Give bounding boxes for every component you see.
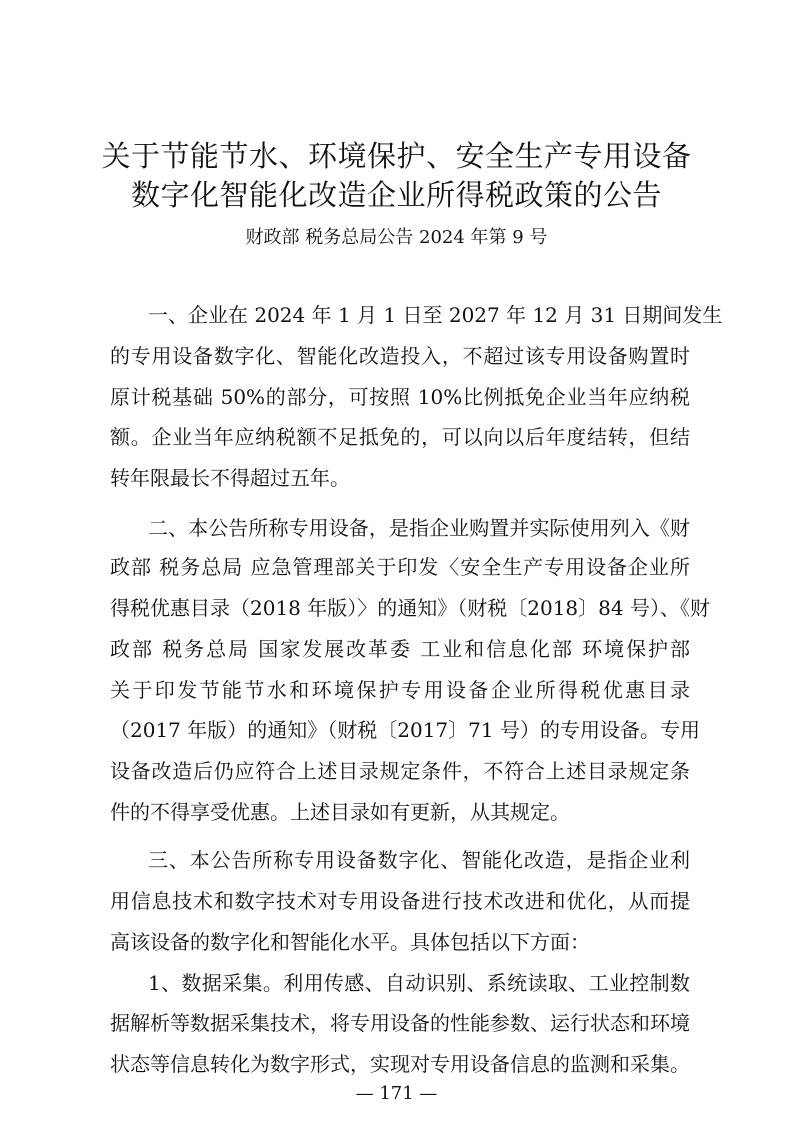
body-line: 政部 税务总局 应急管理部关于印发〈安全生产专用设备企业所 bbox=[110, 555, 690, 579]
body-line: 转年限最长不得超过五年。 bbox=[110, 466, 350, 490]
body-line: 关于印发节能节水和环境保护专用设备企业所得税优惠目录 bbox=[110, 678, 690, 702]
body-line: 二、本公告所称专用设备，是指企业购置并实际使用列入《财 bbox=[148, 516, 690, 540]
body-line: 件的不得享受优惠。上述目录如有更新，从其规定。 bbox=[110, 800, 570, 824]
body-line: （2017 年版）的通知》（财税〔2017〕71 号）的专用设备。专用 bbox=[110, 718, 700, 742]
body-line: 状态等信息转化为数字形式，实现对专用设备信息的监测和采集。 bbox=[110, 1052, 690, 1076]
document-title-line-1: 关于节能节水、环境保护、安全生产专用设备 bbox=[101, 139, 692, 173]
body-line: 原计税基础 50%的部分，可按照 10%比例抵免企业当年应纳税 bbox=[110, 385, 690, 409]
body-line: 设备改造后仍应符合上述目录规定条件，不符合上述目录规定条 bbox=[110, 759, 690, 783]
body-line: 的专用设备数字化、智能化改造投入，不超过该专用设备购置时 bbox=[110, 344, 690, 368]
body-line: 一、企业在 2024 年 1 月 1 日至 2027 年 12 月 31 日期间发生 bbox=[148, 303, 723, 327]
body-line: 得税优惠目录（2018 年版）〉的通知》（财税〔2018〕84 号）、《财 bbox=[110, 596, 710, 620]
body-line: 据解析等数据采集技术，将专用设备的性能参数、运行状态和环境 bbox=[110, 1011, 690, 1035]
body-line: 高该设备的数字化和智能化水平。具体包括以下方面： bbox=[110, 930, 590, 954]
document-title-line-2: 数字化智能化改造企业所得税政策的公告 bbox=[130, 178, 662, 212]
body-line: 额。企业当年应纳税额不足抵免的，可以向以后年度结转，但结 bbox=[110, 425, 690, 449]
body-line: 1、数据采集。利用传感、自动识别、系统读取、工业控制数 bbox=[148, 971, 690, 995]
body-line: 三、本公告所称专用设备数字化、智能化改造，是指企业利 bbox=[148, 848, 690, 872]
document-subtitle: 财政部 税务总局公告 2024 年第 9 号 bbox=[245, 227, 548, 248]
page-number: — 171 — bbox=[355, 1083, 438, 1104]
body-line: 用信息技术和数字技术对专用设备进行技术改进和优化，从而提 bbox=[110, 889, 690, 913]
body-line: 政部 税务总局 国家发展改革委 工业和信息化部 环境保护部 bbox=[110, 637, 690, 661]
